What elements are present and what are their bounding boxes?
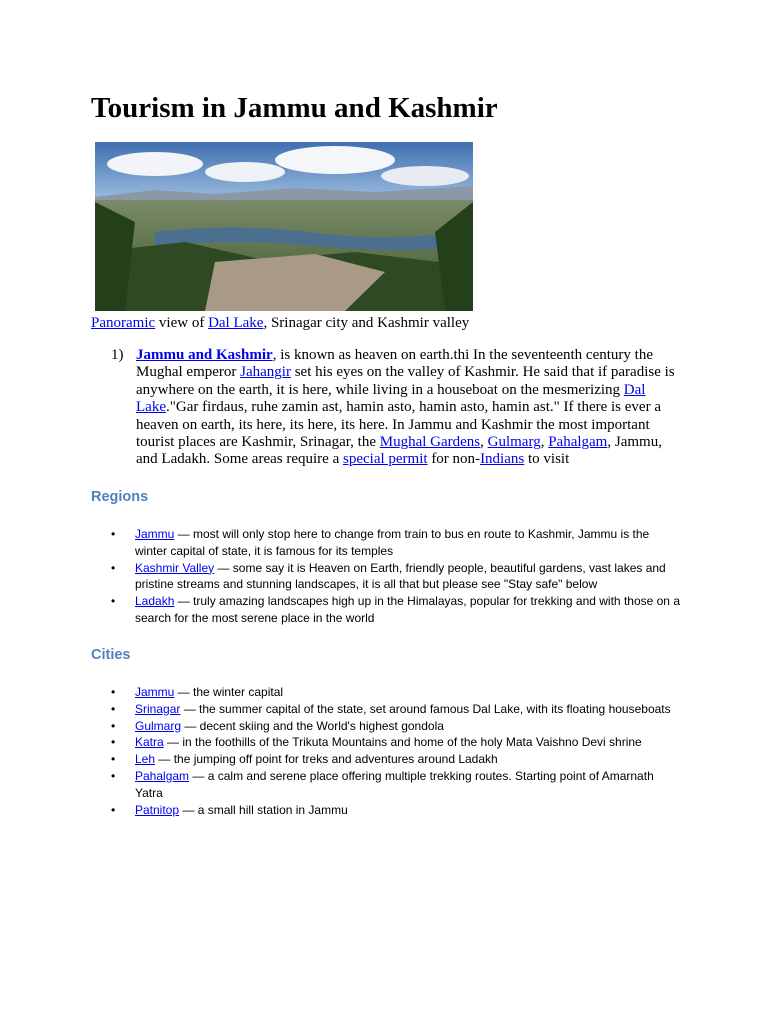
list-item-text: — some say it is Heaven on Earth, friendly people, beautiful gardens, vast lakes and pristine streams and stunning landscapes, it is all that but please see "Stay safe" below <box>135 560 666 592</box>
region-link-jammu[interactable]: Jammu <box>135 527 175 541</box>
list-item-text: — decent skiing and the World's highest gondola <box>181 718 444 733</box>
dal-lake-link[interactable]: Dal Lake <box>136 381 646 416</box>
caption-text: , Srinagar city and Kashmir valley <box>263 315 470 331</box>
list-item-text: — most will only stop here to change from train to bus en route to Kashmir, Jammu is the winter capital of state, it is famous for its temples <box>135 527 650 558</box>
city-link-jammu[interactable]: Jammu <box>135 685 175 699</box>
regions-heading: Regions <box>91 489 149 505</box>
page-title: Tourism in Jammu and Kashmir <box>91 92 498 124</box>
list-number: 1) <box>111 347 124 363</box>
jahangir-link[interactable]: Jahangir <box>240 364 291 381</box>
city-link-leh[interactable]: Leh <box>135 752 156 767</box>
bullet-icon: • <box>111 560 116 575</box>
list-item <box>91 593 681 627</box>
list-item-text: — the summer capital of the state, set around famous Dal Lake, with its floating houseboats <box>180 701 671 716</box>
intro-text-part: , Jammu, and Ladakh. Some areas require a <box>136 434 662 468</box>
list-item <box>91 768 681 802</box>
intro-text-part: , <box>540 434 549 451</box>
bullet-icon: • <box>111 752 116 767</box>
intro-text-part: set his eyes on the valley of Kashmir. He said that if paradise is anywhere on the earth, it is here, while living in a houseboat on the mesmerizing <box>136 364 675 398</box>
bullet-icon: • <box>111 527 116 541</box>
city-link-katra[interactable]: Katra <box>135 735 164 750</box>
list-item <box>91 684 681 701</box>
special-permit-link[interactable]: special permit <box>343 451 428 468</box>
pahalgam-link[interactable]: Pahalgam <box>548 434 608 451</box>
bullet-icon: • <box>111 685 116 699</box>
indians-link[interactable]: Indians <box>480 451 525 468</box>
list-item <box>91 802 681 819</box>
dal-lake-panorama-photo <box>95 142 473 311</box>
list-item <box>91 734 681 751</box>
bullet-icon: • <box>111 718 116 733</box>
caption-text: view of <box>155 315 209 331</box>
bullet-icon: • <box>111 768 116 783</box>
cities-heading: Cities <box>91 647 131 663</box>
list-item <box>91 751 681 768</box>
list-item <box>91 560 681 594</box>
region-link-kashmir-valley[interactable]: Kashmir Valley <box>135 560 215 575</box>
list-item <box>91 701 681 718</box>
mughal-gardens-link[interactable]: Mughal Gardens <box>379 434 481 451</box>
intro-text-part: , <box>480 434 488 451</box>
image-caption <box>91 313 469 333</box>
intro-text-part: for non- <box>427 451 481 468</box>
list-item <box>91 526 681 560</box>
bullet-icon: • <box>111 735 116 750</box>
bullet-icon: • <box>111 802 116 817</box>
list-item-text: — in the foothills of the Trikuta Mountains and home of the holy Mata Vaishno Devi shrine <box>163 735 642 750</box>
bullet-icon: • <box>111 594 116 609</box>
intro-text-part: , is known as heaven on earth.thi In the seventeenth century the Mughal emperor <box>136 347 653 381</box>
list-item-text: — a calm and serene place offering multiple trekking routes. Starting point of Amarnath Yatra <box>135 768 654 800</box>
list-item-text: — a small hill station in Jammu <box>179 802 348 817</box>
intro-text-part: ."Gar firdaus, ruhe zamin ast, hamin asto, hamin asto, hamin ast." If there is ever a heaven on earth, its here, its here, its here. In Jammu and Kashmir the most important tourist places are Kashmir, Srinagar, the <box>136 399 661 451</box>
regions-list <box>91 526 681 627</box>
dal-lake-link[interactable]: Dal Lake <box>208 315 264 331</box>
list-item <box>91 718 681 735</box>
region-link-ladakh[interactable]: Ladakh <box>135 594 175 609</box>
city-link-pahalgam[interactable]: Pahalgam <box>135 768 190 783</box>
city-link-gulmarg[interactable]: Gulmarg <box>135 718 182 733</box>
city-link-srinagar[interactable]: Srinagar <box>135 701 181 716</box>
intro-text-part: to visit <box>524 451 570 468</box>
intro-text <box>136 347 681 469</box>
jammu-and-kashmir-link[interactable]: Jammu and Kashmir <box>136 347 273 363</box>
gulmarg-link[interactable]: Gulmarg <box>487 434 541 451</box>
panoramic-link[interactable]: Panoramic <box>91 315 156 331</box>
cities-list <box>91 684 681 818</box>
list-item-text: — truly amazing landscapes high up in the Himalayas, popular for trekking and with those on a search for the most serene place in the world <box>135 594 680 625</box>
city-link-patnitop[interactable]: Patnitop <box>135 802 180 817</box>
list-item-text: — the jumping off point for treks and adventures around Ladakh <box>155 752 498 767</box>
bullet-icon: • <box>111 701 116 716</box>
list-item-text: — the winter capital <box>174 685 284 699</box>
